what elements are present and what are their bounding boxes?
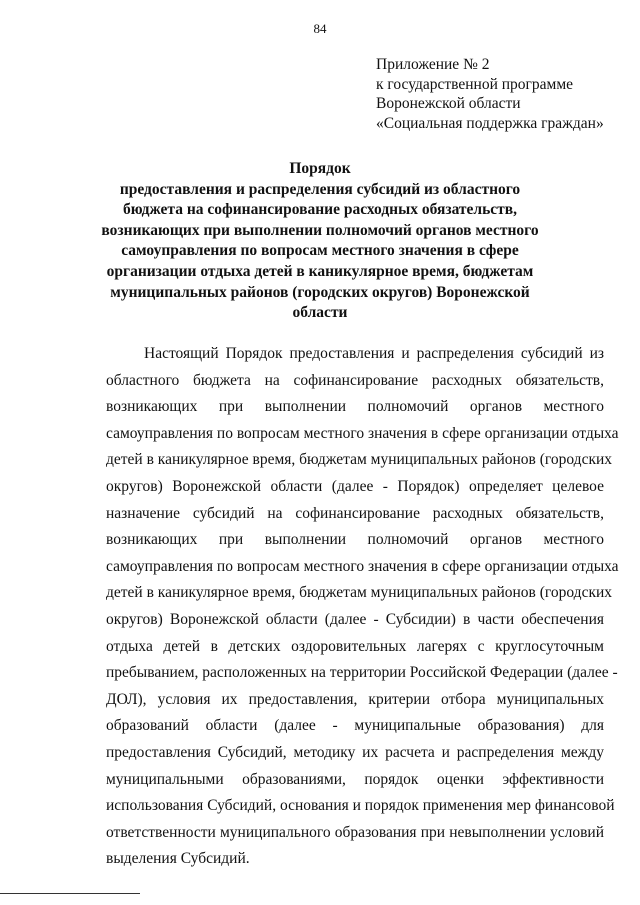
body-line: возникающих при выполнении полномочий органов местного	[106, 531, 604, 549]
title-line: области	[292, 304, 348, 322]
body-line: округов) Воронежской области (далее - Субсидии) в части обеспечения	[106, 610, 604, 628]
footer-divider	[0, 893, 140, 894]
body-line: округов) Воронежской области (далее - Порядок) определяет целевое	[106, 477, 604, 495]
body-paragraph	[106, 341, 619, 873]
title-line: предоставления и распределения субсидий из областного	[119, 180, 521, 198]
body-line: отдыха детей в детских оздоровительных лагерях с круглосуточным	[106, 637, 604, 655]
title-line: бюджета на софинансирование расходных обязательств,	[122, 201, 518, 219]
title-heading: Порядок	[289, 160, 351, 177]
body-line: муниципальными образованиями, порядок оценки эффективности	[106, 770, 604, 788]
appendix-line: Воронежской области	[376, 95, 521, 112]
appendix-line: «Социальная поддержка граждан»	[376, 114, 604, 132]
appendix-line: к государственной программе	[376, 75, 574, 93]
body-line: Настоящий Порядок предоставления и распределения субсидий из	[144, 345, 604, 362]
body-line: ответственности муниципального образования при невыполнении условий	[106, 823, 604, 841]
body-line: пребыванием, расположенных на территории Российской Федерации (далее -	[106, 664, 618, 682]
page-number: 84	[313, 21, 327, 36]
body-line: использования Субсидий, основания и порядок применения мер финансовой	[106, 797, 615, 815]
title-line: организации отдыха детей в каникулярное время, бюджетам	[106, 262, 534, 280]
body-line: возникающих при выполнении полномочий органов местного	[106, 398, 604, 416]
title-line: возникающих при выполнении полномочий органов местного	[101, 221, 539, 239]
appendix-note	[376, 55, 626, 133]
body-line: выделения Субсидий.	[106, 850, 250, 868]
body-line: детей в каникулярное время, бюджетам муниципальных районов (городских	[106, 451, 613, 469]
body-line: назначение субсидий на софинансирование расходных обязательств,	[106, 504, 604, 522]
body-line: предоставления Субсидий, методику их расчета и распределения между	[106, 743, 604, 761]
body-line: детей в каникулярное время, бюджетам муниципальных районов (городских	[106, 584, 613, 602]
appendix-line: Приложение № 2	[376, 56, 490, 73]
document-title	[100, 159, 540, 324]
body-line: образований области (далее - муниципальные образования) для	[106, 717, 604, 735]
body-line: ДОЛ), условия их предоставления, критерии отбора муниципальных	[106, 690, 604, 708]
body-line: самоуправления по вопросам местного значения в сфере организации отдыха	[106, 424, 619, 442]
title-line: муниципальных районов (городских округов) Воронежской	[110, 283, 530, 301]
body-line: самоуправления по вопросам местного значения в сфере организации отдыха	[106, 557, 619, 575]
body-line: областного бюджета на софинансирование расходных обязательств,	[106, 371, 604, 389]
title-line: самоуправления по вопросам местного значения в сфере	[121, 242, 519, 260]
